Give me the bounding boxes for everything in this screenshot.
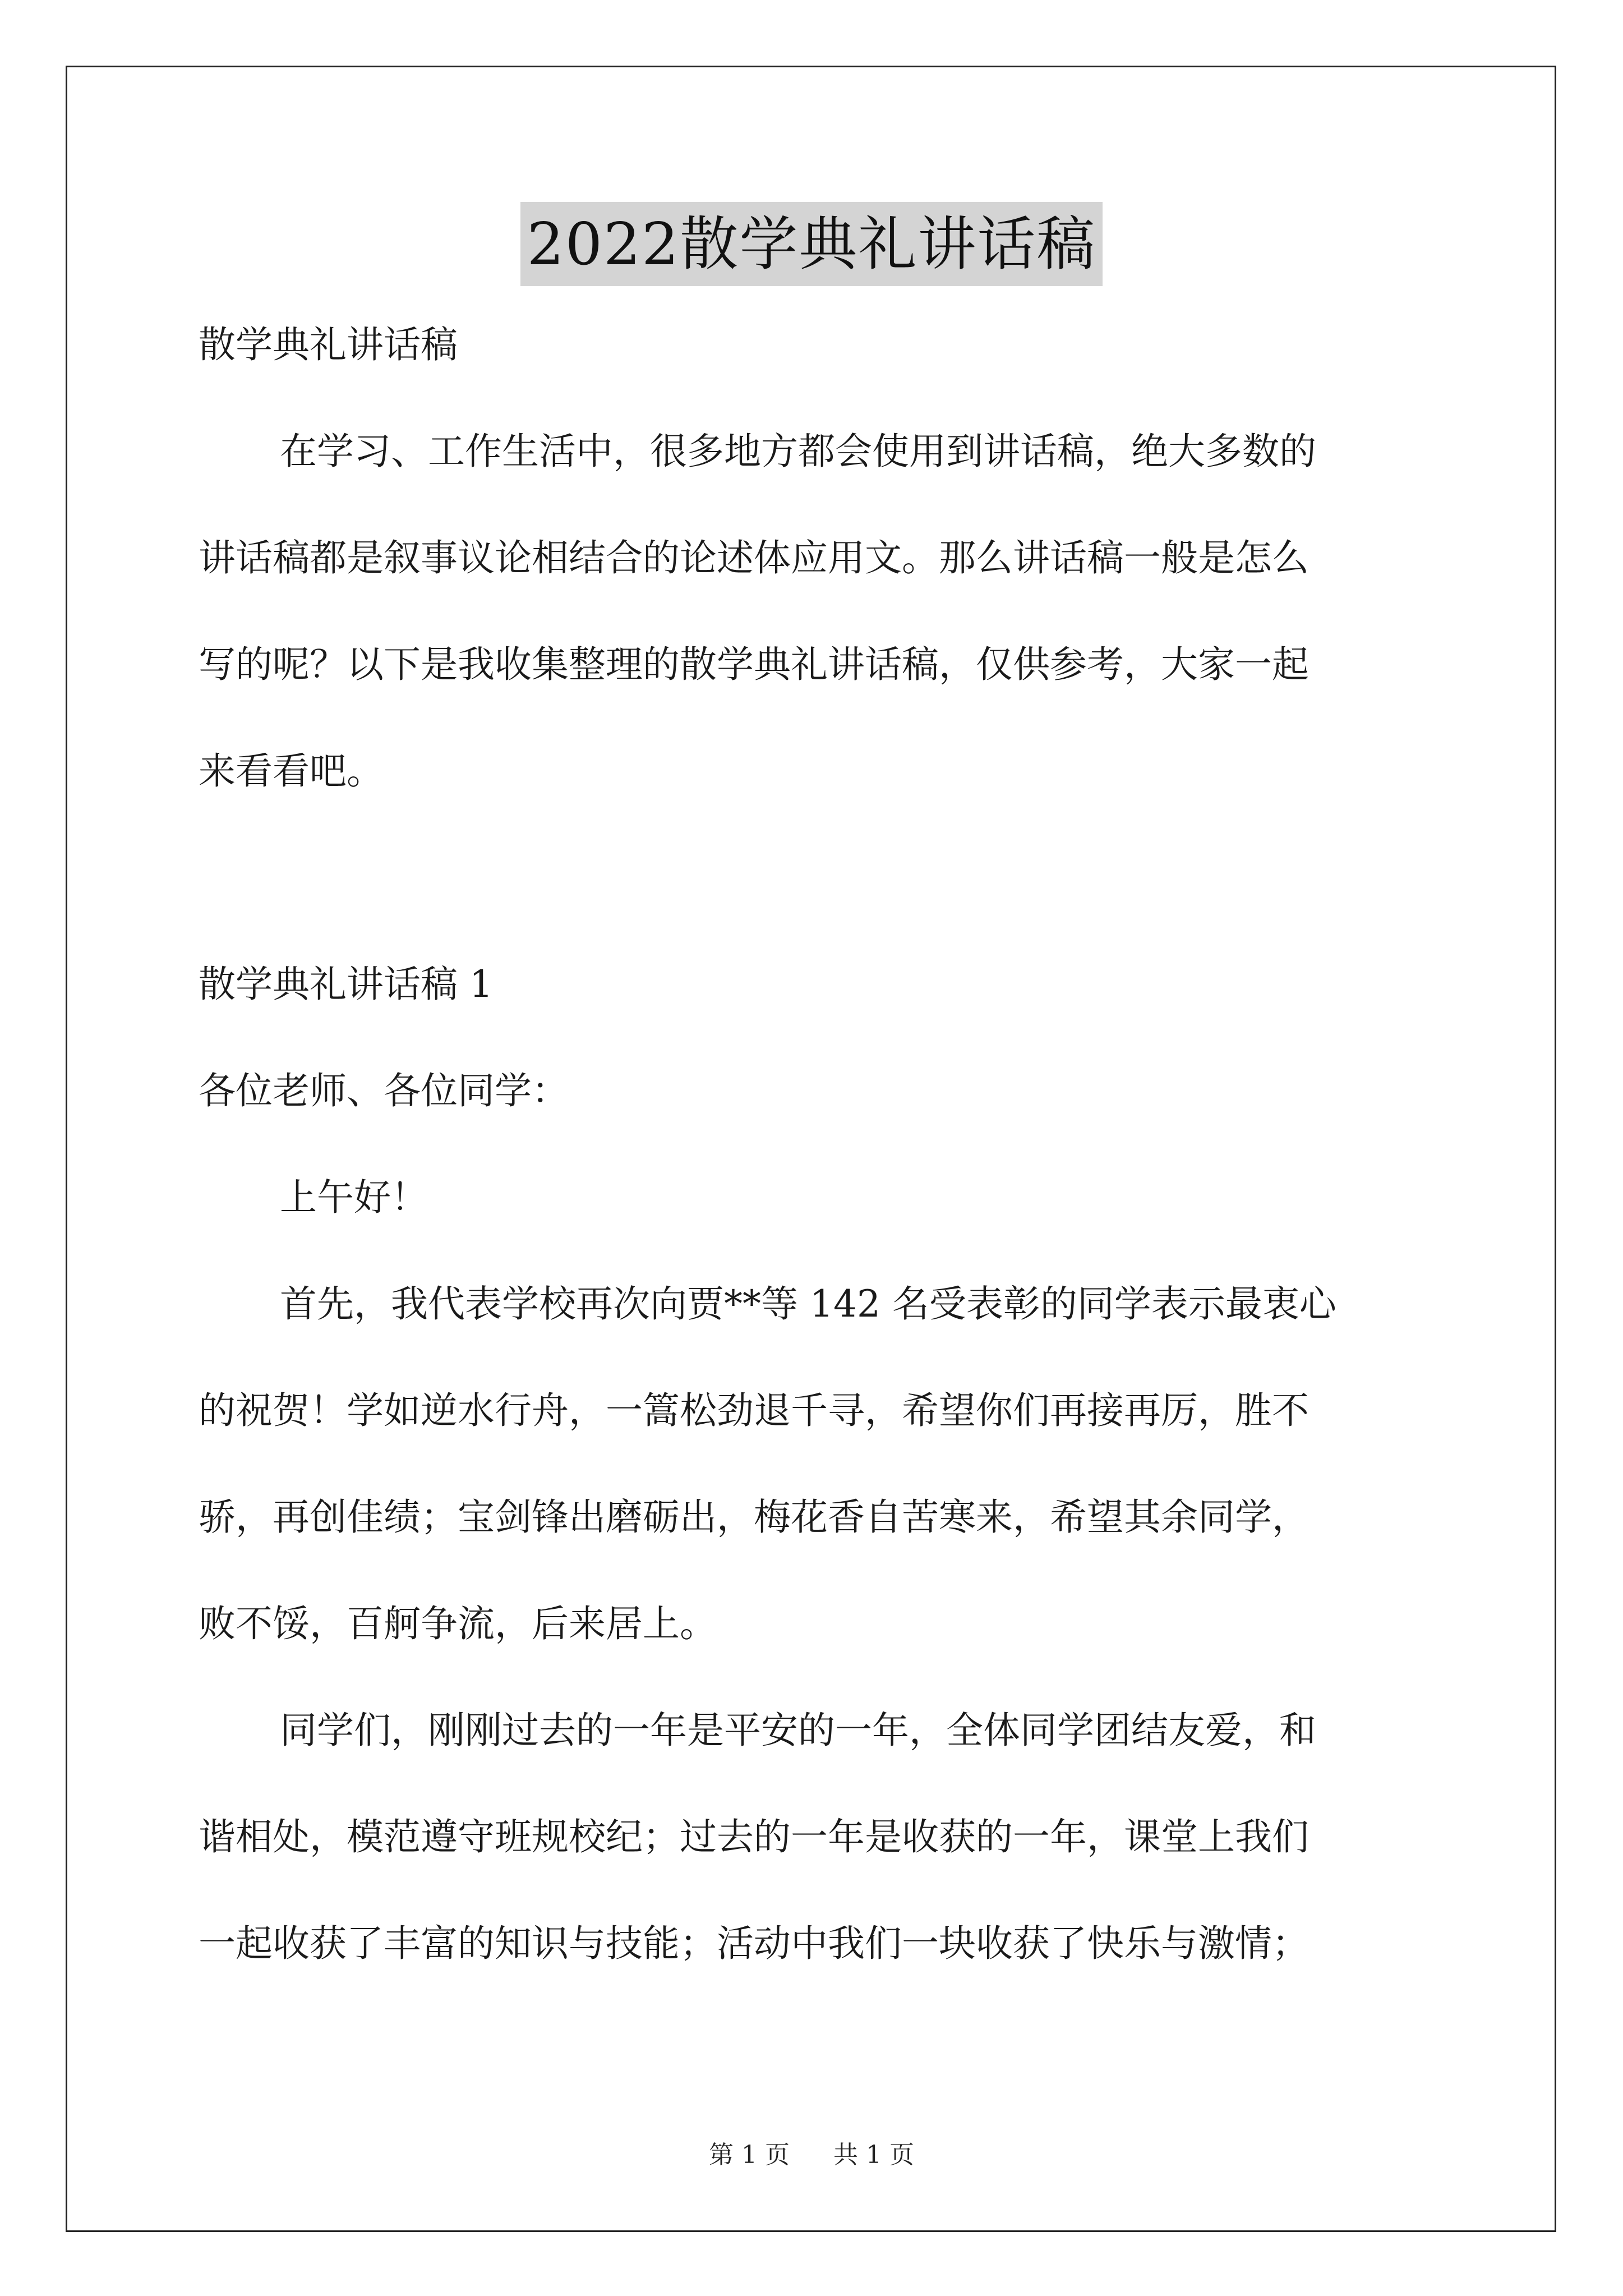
- paragraph-line: 一起收获了丰富的知识与技能；活动中我们一块收获了快乐与激情；: [199, 1922, 1309, 1965]
- paragraph-2: [199, 1677, 1432, 1997]
- section-heading: 散学典礼讲话稿 1: [199, 963, 493, 1006]
- intro-line: 写的呢？以下是我收集整理的散学典礼讲话稿，仅供参考，大家一起: [199, 643, 1309, 686]
- paragraph-line: 首先，我代表学校再次向贾**等 142 名受表彰的同学表示最衷心: [280, 1282, 1336, 1326]
- intro-line: 来看看吧。: [199, 749, 384, 793]
- document-subtitle: 散学典礼讲话稿: [199, 323, 458, 366]
- page-total: 共 1 页: [833, 2141, 914, 2169]
- paragraph-line: 骄，再创佳绩；宝剑锋出磨砺出，梅花香自苦寒来，希望其余同学，: [199, 1496, 1309, 1539]
- intro-line: 讲话稿都是叙事议论相结合的论述体应用文。那么讲话稿一般是怎么: [199, 536, 1309, 579]
- paragraph-line: 同学们，刚刚过去的一年是平安的一年，全体同学团结友爱，和: [280, 1709, 1316, 1752]
- paragraph-1: [199, 1251, 1432, 1677]
- paragraph-line: 败不馁，百舸争流，后来居上。: [199, 1602, 717, 1645]
- blank-line: [199, 825, 1432, 931]
- paragraph-line: 谐相处，模范遵守班规校纪；过去的一年是收获的一年，课堂上我们: [199, 1815, 1309, 1858]
- page-footer: [0, 2138, 1623, 2172]
- salutation: 各位老师、各位同学：: [199, 1069, 569, 1112]
- paragraph-line: 的祝贺！学如逆水行舟，一篙松劲退千寻，希望你们再接再厉，胜不: [199, 1389, 1309, 1432]
- title-area: [0, 202, 1623, 286]
- page-number: 第 1 页: [709, 2141, 790, 2169]
- intro-line: 在学习、工作生活中，很多地方都会使用到讲话稿，绝大多数的: [280, 430, 1316, 473]
- document-title: 2022散学典礼讲话稿: [520, 202, 1103, 286]
- intro-paragraph: [199, 398, 1432, 825]
- greeting: 上午好！: [280, 1176, 428, 1219]
- document-body: [199, 292, 1432, 1997]
